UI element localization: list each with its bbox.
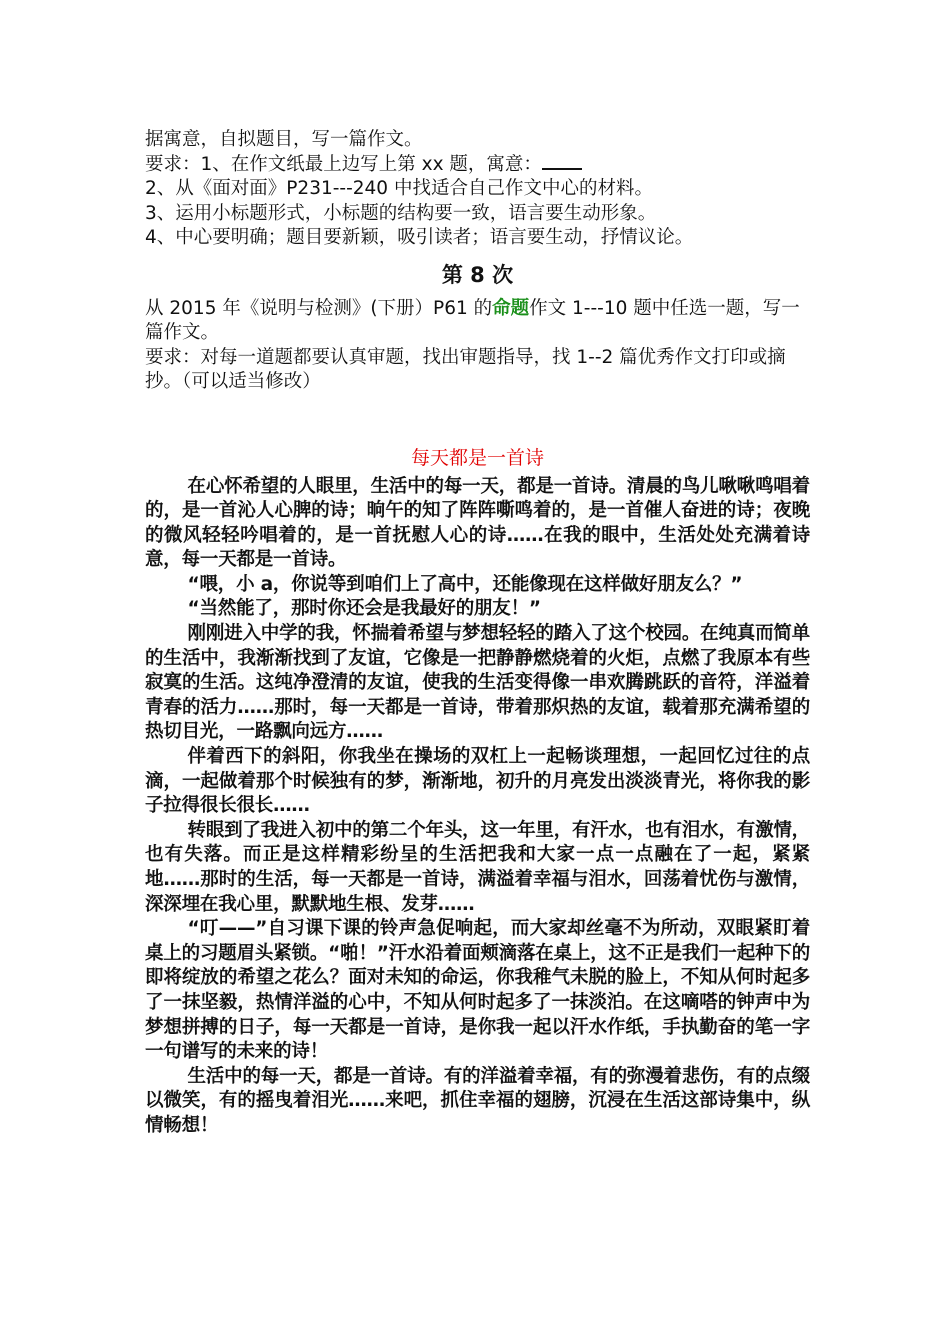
task-requirement: 要求：对每一道题都要认真审题，找出审题指导，找 1--2 篇优秀作文打印或摘抄。（可以适当修改） bbox=[145, 346, 786, 392]
essay-paragraph: 刚刚进入中学的我，怀揣着希望与梦想轻轻的踏入了这个校园。在纯真而简单的生活中，我渐渐找到了友谊，它像是一把静静燃烧着的火炬，点燃了我原本有些寂寞的生活。这纯净澄清的友谊，使我的生活变得像一串欢腾跳跃的音符，洋溢着青春的活力……那时，每一天都是一首诗，带着那炽热的友谊，载着那充满希望的热切目光，一路飘向远方…… bbox=[145, 623, 810, 743]
task-text-after: 作文 1---10 题中任选一题，写一篇作文。 bbox=[145, 297, 800, 343]
document-page bbox=[145, 128, 810, 1139]
task-paragraph bbox=[145, 297, 810, 346]
essay-title: 每天都是一首诗 bbox=[410, 446, 544, 469]
intro-line: 4、中心要明确；题目要新颖，吸引读者；语言要生动，抒情议论。 bbox=[145, 227, 694, 248]
essay-paragraph: 转眼到了我进入初中的第二个年头，这一年里，有汗水，也有泪水，有激情，也有失落。而正是这样精彩纷呈的生活把我和大家一点一点融在了一起，紧紧地……那时的生活，每一天都是一首诗，满溢着幸福与泪水，回荡着忧伤与激情，深深埋在我心里，默默地生根、发芽…… bbox=[145, 819, 810, 915]
essay-paragraph: “喂，小 a，你说等到咱们上了高中，还能像现在这样做好朋友么？” bbox=[187, 573, 743, 595]
essay-paragraph: 伴着西下的斜阳，你我坐在操场的双杠上一起畅谈理想，一起回忆过往的点滴，一起做着那个时候独有的梦，渐渐地，初升的月亮发出淡淡青光，将你我的影子拉得很长很长…… bbox=[145, 746, 810, 817]
essay-body bbox=[145, 475, 810, 1139]
essay-paragraph: “叮——”自习课下课的铃声急促响起，而大家却丝毫不为所动，双眼紧盯着桌上的习题眉头紧锁。“啪！”汗水沿着面颊滴落在桌上，这不正是我们一起种下的即将绽放的希望之花么？面对未知的命运，你我稚气未脱的脸上，不知从何时起多了一抹坚毅，热情洋溢的心中，不知从何时起多了一抹淡泊。在这嘀嗒的钟声中为梦想拼搏的日子，每一天都是一首诗，是你我一起以汗水作纸，手执勤奋的笔一字一句谱写的未来的诗！ bbox=[145, 918, 810, 1063]
fill-in-blank bbox=[542, 154, 582, 170]
intro-line: 据寓意，自拟题目，写一篇作文。 bbox=[145, 129, 423, 150]
essay-paragraph: 生活中的每一天，都是一首诗。有的洋溢着幸福，有的弥漫着悲伤，有的点缀以微笑，有的摇曳着泪光……来吧，抓住幸福的翅膀，沉浸在生活这部诗集中，纵情畅想！ bbox=[145, 1065, 810, 1136]
intro-line: 3、运用小标题形式，小标题的结构要一致，语言要生动形象。 bbox=[145, 202, 657, 224]
essay-paragraph: 在心怀希望的人眼里，生活中的每一天，都是一首诗。清晨的鸟儿啾啾鸣唱着的，是一首沁人心脾的诗；晌午的知了阵阵嘶鸣着的，是一首催人奋进的诗；夜晚的微风轻轻吟唱着的，是一首抚慰人心的诗……在我的眼中，生活处处充满着诗意，每一天都是一首诗。 bbox=[145, 475, 810, 571]
essay-paragraph: “当然能了，那时你还会是我最好的朋友！” bbox=[187, 598, 541, 620]
assignment-intro bbox=[145, 128, 810, 251]
task-highlight: 命题 bbox=[492, 297, 530, 319]
intro-requirement-line bbox=[145, 153, 810, 178]
task-text-before: 从 2015 年《说明与检测》(下册）P61 的 bbox=[145, 297, 493, 319]
intro-line: 2、从《面对面》P231---240 中找适合自己作文中心的材料。 bbox=[145, 178, 653, 199]
intro-requirement-text: 要求：1、在作文纸最上边写上第 xx 题，寓意： bbox=[145, 153, 542, 175]
section-task bbox=[145, 297, 810, 395]
section-heading: 第 8 次 bbox=[441, 262, 514, 287]
